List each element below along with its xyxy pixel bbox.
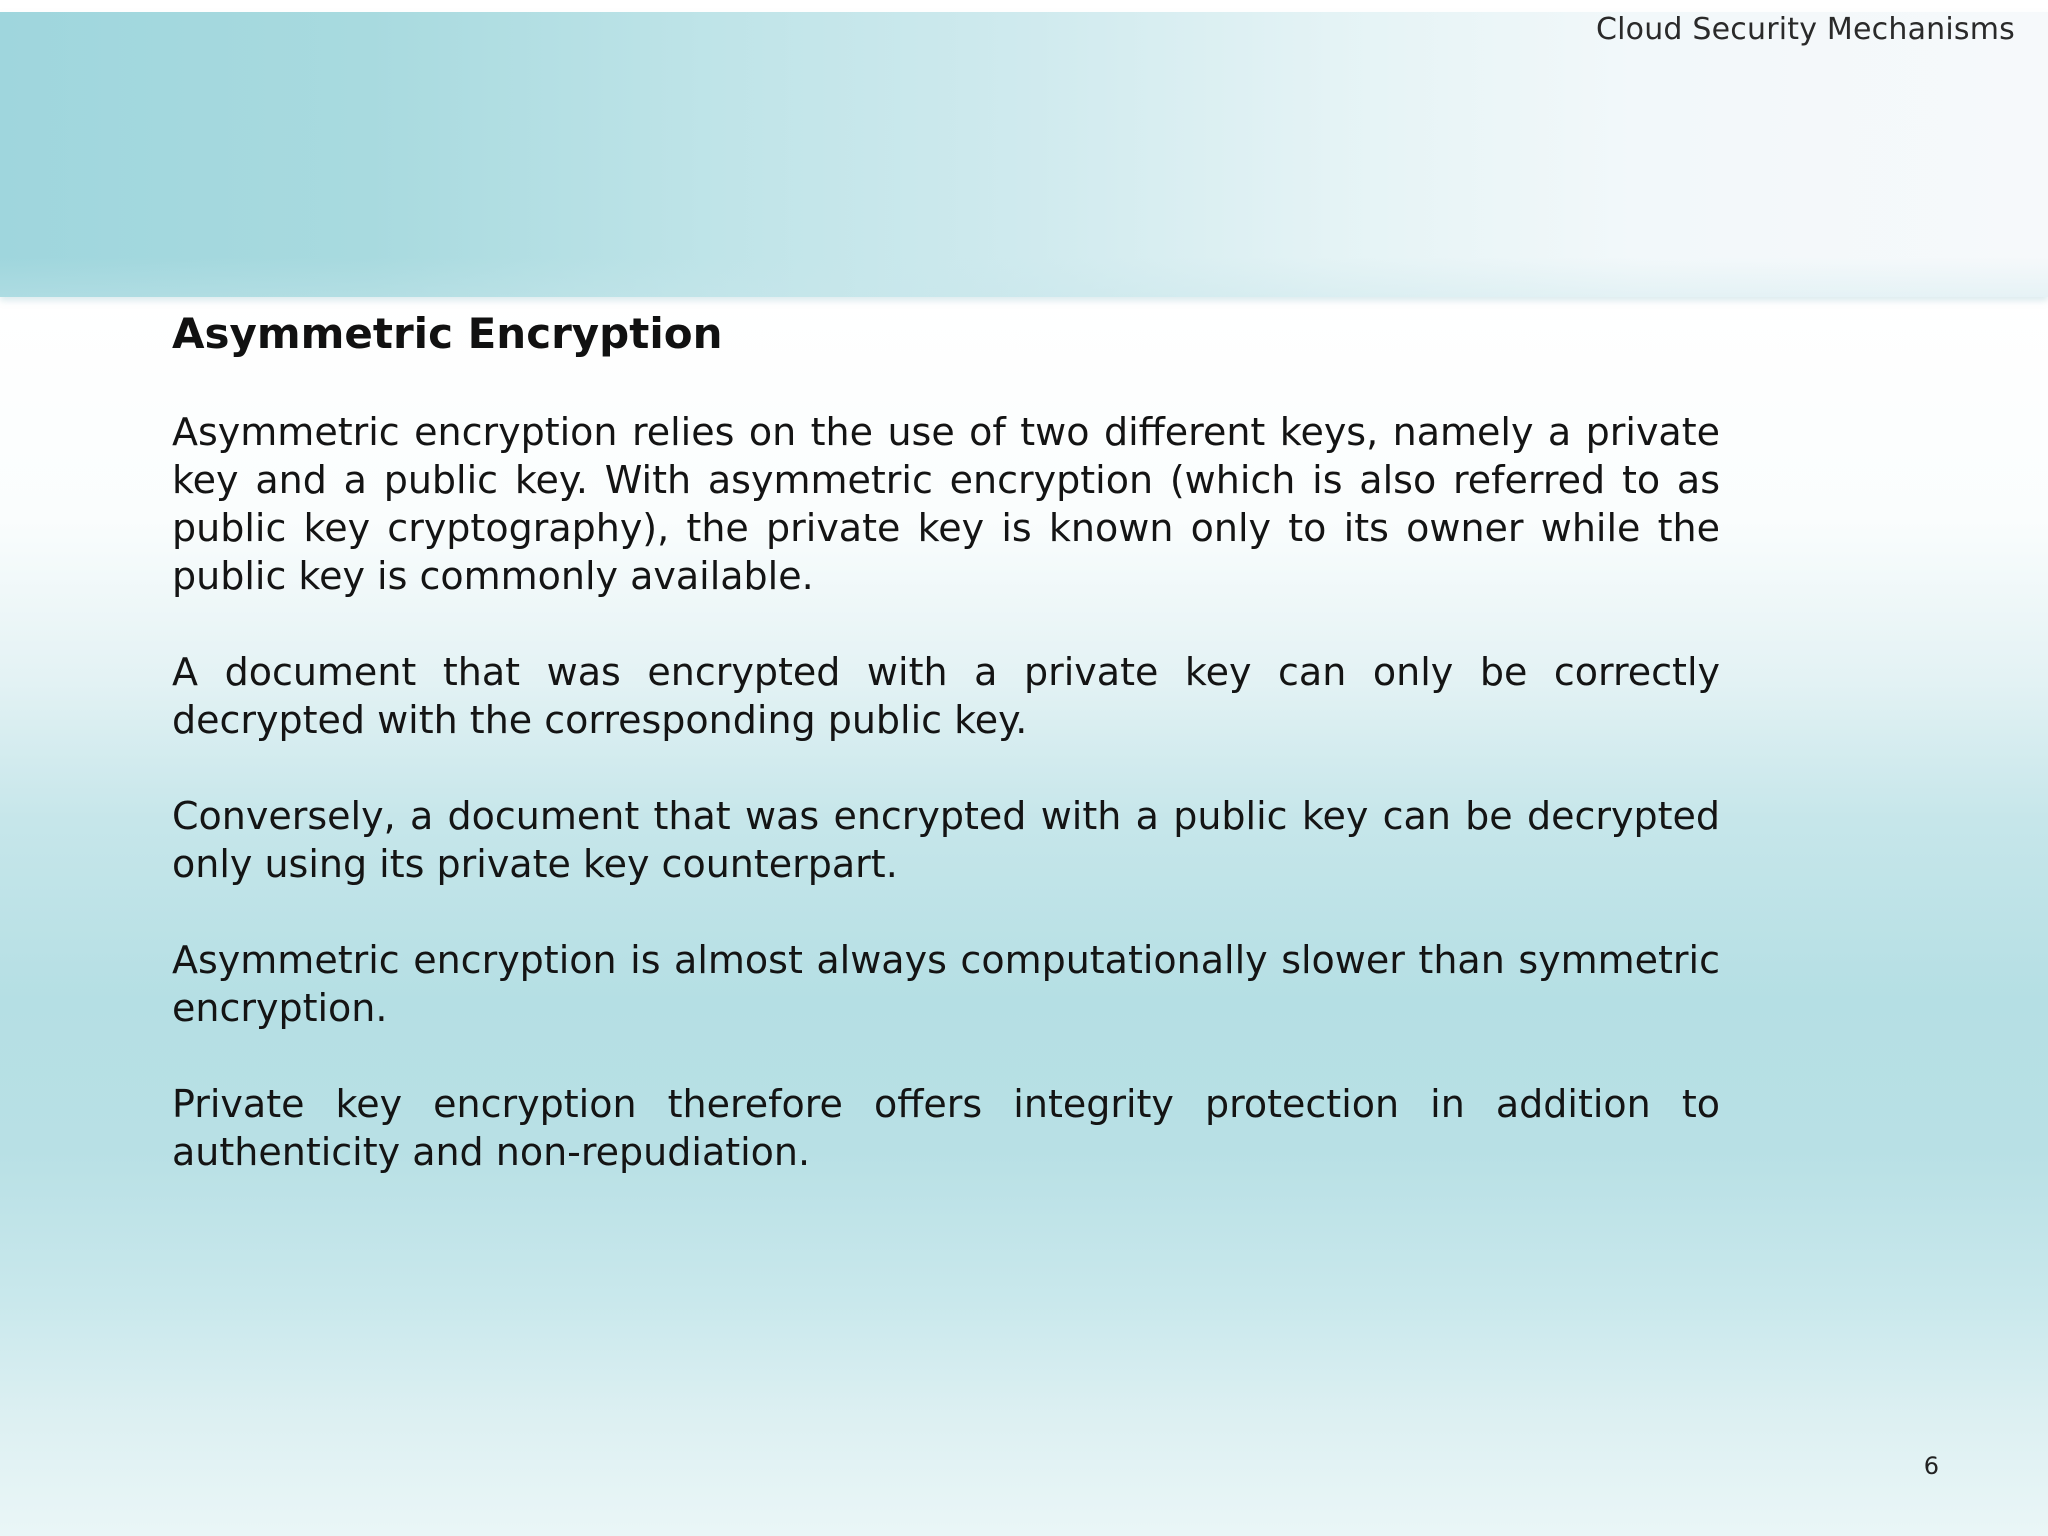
slide-content xyxy=(172,306,1720,1224)
paragraph: Conversely, a document that was encrypted with a public key can be decrypted only using its private key counterpart. xyxy=(172,794,1720,886)
header-banner xyxy=(0,12,2048,297)
running-title: Cloud Security Mechanisms xyxy=(1595,12,2015,47)
page-number: 6 xyxy=(1923,1452,1939,1480)
slide-title: Asymmetric Encryption xyxy=(172,309,723,358)
paragraph: Asymmetric encryption relies on the use of two different keys, namely a private key and a public key. With asymmetric encryption (which is also referred to as public key cryptography), the private key is known only to its owner while the public key is commonly available. xyxy=(172,410,1720,598)
paragraph: Asymmetric encryption is almost always computationally slower than symmetric encryption. xyxy=(172,938,1720,1030)
paragraph: A document that was encrypted with a private key can only be correctly decrypted with the corresponding public key. xyxy=(172,650,1720,742)
paragraph: Private key encryption therefore offers integrity protection in addition to authenticity and non-repudiation. xyxy=(172,1082,1720,1174)
